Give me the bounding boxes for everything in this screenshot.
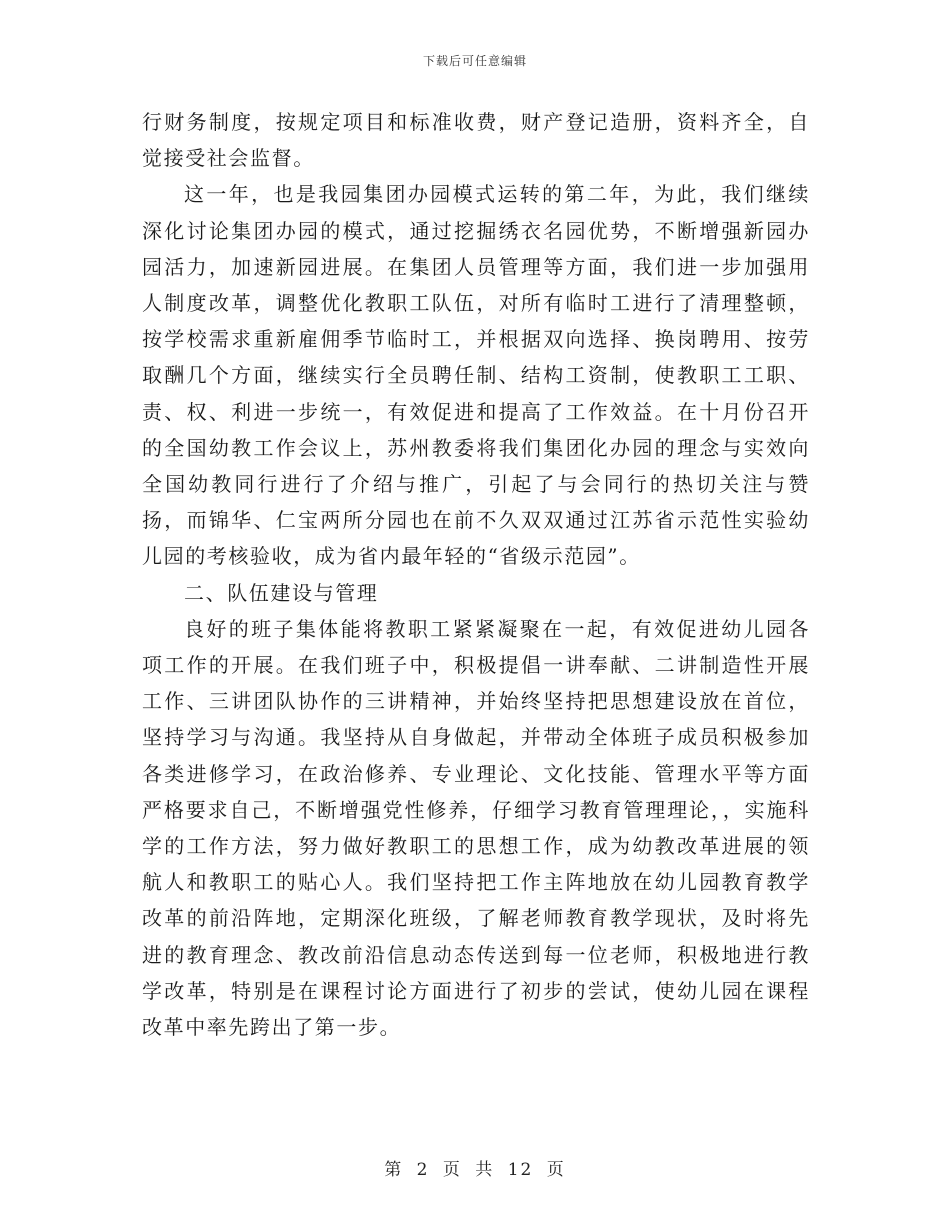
paragraph-group-management: 这一年，也是我园集团办园模式运转的第二年，为此，我们继续深化讨论集团办园的模式，通过挖掘绣衣名园优势，不断增强新园办园活力，加速新园进展。在集团人员管理等方面，我们进一步加强用人制度改革，调整优化教职工队伍，对所有临时工进行了清理整顿，按学校需求重新雇佣季节临时工，并根据双向选择、换岗聘用、按劳取酬几个方面，继续实行全员聘任制、结构工资制，使教职工工职、责、权、利进一步统一，有效促进和提高了工作效益。在十月份召开的全国幼教工作会议上，苏州教委将我们集团化办园的理念与实效向全国幼教同行进行了介绍与推广，引起了与会同行的热切关注与赞扬，而锦华、仁宝两所分园也在前不久双双通过江苏省示范性实验幼儿园的考核验收，成为省内最年轻的“省级示范园”。 bbox=[142, 182, 810, 569]
page-header: 下载后可任意编辑 bbox=[422, 54, 527, 68]
paragraph-team-building: 良好的班子集体能将教职工紧紧凝聚在一起，有效促进幼儿园各项工作的开展。在我们班子中，积极提倡一讲奉献、二讲制造性开展工作、三讲团队协作的三讲精神，并始终坚持把思想建设放在首位，坚持学习与沟通。我坚持从自身做起，并带动全体班子成员积极参加各类进修学习，在政治修养、专业理论、文化技能、管理水平等方面严格要求自己，不断增强党性修养，仔细学习教育管理理论，，实施科学的工作方法，努力做好教职工的思想工作，成为幼教改革进展的领航人和教职工的贴心人。我们坚持把工作主阵地放在幼儿园教育教学改革的前沿阵地，定期深化班级，了解老师教育教学现状，及时将先进的教育理念、教改前沿信息动态传送到每一位老师，积极地进行教学改革，特别是在课程讨论方面进行了初步的尝试，使幼儿园在课程改革中率先跨出了第一步。 bbox=[142, 616, 810, 1040]
section-heading: 二、队伍建设与管理 bbox=[184, 580, 379, 605]
paragraph-continuation: 行财务制度，按规定项目和标准收费，财产登记造册，资料齐全，自觉接受社会监督。 bbox=[142, 110, 810, 171]
document-body bbox=[142, 104, 810, 1045]
page-footer: 第 2 页 共 12 页 bbox=[384, 1160, 566, 1180]
